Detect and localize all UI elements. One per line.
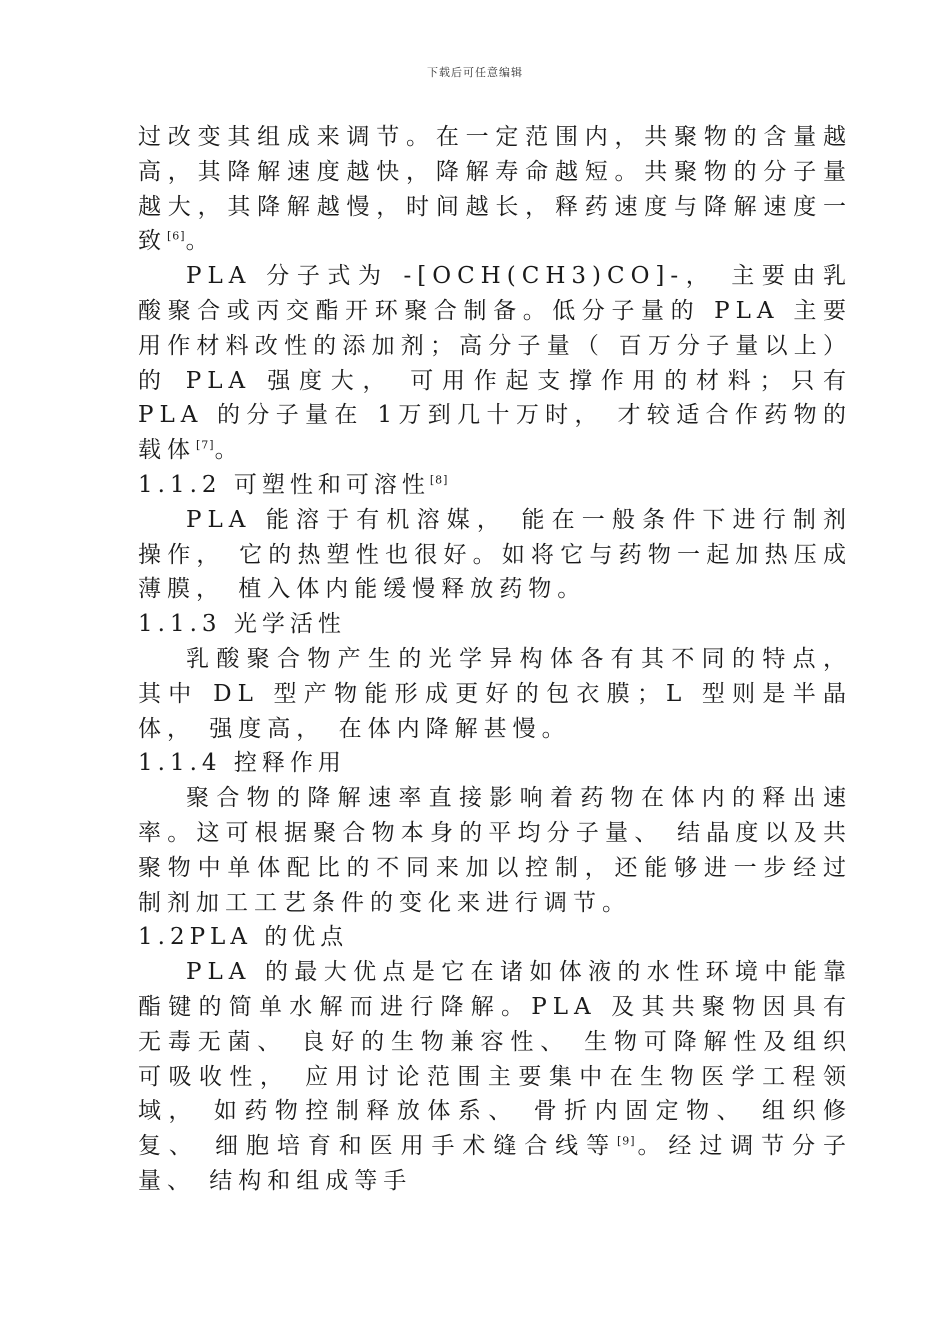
paragraph-text: 过改变其组成来调节。在一定范围内，共聚物的含量越高，其降解速度越快，降解寿命越短。共聚物的分子量越大，其降解越慢，时间越长，释药速度与降解速度一致: [138, 124, 852, 255]
citation-ref: [7]: [196, 438, 215, 452]
paragraph-5: [138, 781, 852, 920]
paragraph-tail: 。经过调节分子量、 结构和组成等手: [138, 1133, 853, 1194]
paragraph-4: [138, 642, 852, 746]
paragraph-3: [138, 503, 852, 607]
document-body: [138, 120, 852, 1199]
paragraph-text: PLA 能溶于有机溶媒， 能在一般条件下进行制剂操作， 它的热塑性也很好。如将它与药物一起加热压成薄膜， 植入体内能缓慢释放药物。: [138, 506, 852, 603]
paragraph-2: [138, 259, 852, 468]
paragraph-text: PLA 分子式为 -[OCH(CH3)CO]-， 主要由乳酸聚合或丙交酯开环聚合制备。低分子量的 PLA 主要用作材料改性的添加剂；高分子量（ 百万分子量以上）的 PLA 强度大， 可用作起支撑作用的材料；只有 PLA 的分子量在 1万到几十万时， 才较适合作药物的载体: [138, 263, 852, 464]
heading-text: 1.1.2 可塑性和可溶性: [138, 471, 430, 498]
paragraph-1: [138, 120, 852, 259]
paragraph-text: PLA 的最大优点是它在诸如体液的水性环境中能靠酯键的简单水解而进行降解。PLA 及其共聚物因具有无毒无菌、 良好的生物兼容性、 生物可降解性及组织可吸收性， 应用讨论范围主要集中在生物医学工程领域， 如药物控制释放体系、 骨折内固定物、 组织修复、 细胞培育和医用手术缝合线等: [138, 959, 852, 1160]
paragraph-text: 乳酸聚合物产生的光学异构体各有其不同的特点， 其中 DL 型产物能形成更好的包衣膜；L 型则是半晶体， 强度高， 在体内降解甚慢。: [138, 645, 852, 742]
section-heading-1-1-4: 1.1.4 控释作用: [138, 750, 346, 777]
paragraph-tail: 。: [214, 437, 244, 464]
page-header: 下载后可任意编辑: [427, 66, 523, 79]
paragraph-6: [138, 955, 852, 1199]
section-heading-1-2: 1.2PLA 的优点: [138, 924, 349, 951]
paragraph-text: 聚合物的降解速率直接影响着药物在体内的释出速率。这可根据聚合物本身的平均分子量、 结晶度以及共聚物中单体配比的不同来加以控制，还能够进一步经过制剂加工工艺条件的变化来进行调节。: [138, 785, 852, 916]
section-heading-1-1-3: 1.1.3 光学活性: [138, 611, 346, 638]
paragraph-tail: 。: [185, 228, 215, 255]
citation-ref: [9]: [617, 1134, 636, 1148]
section-heading-1-1-2: [138, 468, 852, 503]
citation-ref: [8]: [429, 473, 449, 487]
citation-ref: [6]: [167, 229, 186, 243]
